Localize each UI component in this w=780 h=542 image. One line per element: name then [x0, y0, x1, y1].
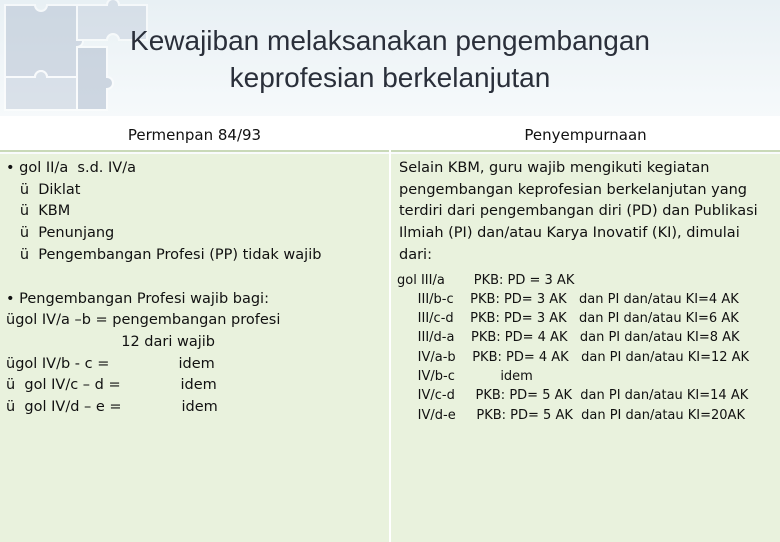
page-title [0, 22, 780, 96]
left-line: ü gol IV/c – d = idem [6, 377, 217, 394]
left-line: ügol IV/b - c = idem [6, 355, 215, 372]
title-line-1: Kewajiban melaksanakan pengembangan [130, 25, 650, 56]
right-cell [391, 154, 780, 542]
right-row: IV/a-b PKB: PD= 4 AK dan PI dan/atau KI=12 AK [397, 349, 750, 365]
right-row: III/b-c PKB: PD= 3 AK dan PI dan/atau KI=4 AK [397, 291, 739, 307]
comparison-table [0, 116, 780, 542]
right-row: III/c-d PKB: PD= 3 AK dan PI dan/atau KI=6 AK [397, 311, 739, 327]
spacer [6, 267, 383, 289]
right-row: III/d-a PKB: PD= 4 AK dan PI dan/atau KI=8 AK [397, 330, 740, 346]
left-line: ü Penunjang [6, 225, 115, 242]
left-line: • gol II/a s.d. IV/a [6, 160, 136, 176]
left-line: ü gol IV/d – e = idem [6, 399, 218, 416]
left-cell [0, 154, 389, 542]
left-line: ü Pengembangan Profesi (PP) tidak wajib [6, 246, 322, 263]
right-row: IV/c-d PKB: PD= 5 AK dan PI dan/atau KI=14 AK [397, 388, 749, 404]
right-row: IV/d-e PKB: PD= 5 AK dan PI dan/atau KI=20AK [397, 407, 745, 423]
right-row: IV/b-c idem [397, 369, 533, 384]
left-line: ü Diklat [6, 181, 81, 198]
left-line: ü KBM [6, 203, 71, 220]
left-line: • Pengembangan Profesi wajib bagi: [6, 290, 269, 307]
header-permenpan: Permenpan 84/93 [0, 118, 389, 152]
title-line-2: keprofesian berkelanjutan [229, 62, 551, 93]
left-line: ügol IV/a –b = pengembangan profesi [6, 312, 281, 329]
right-row: gol III/a PKB: PD = 3 AK [397, 272, 575, 288]
left-line: 12 dari wajib [6, 333, 215, 350]
header-penyempurnaan: Penyempurnaan [391, 118, 780, 152]
right-intro-paragraph: Selain KBM, guru wajib mengikuti kegiatan pengembangan keprofesian berkelanjutan yang terdiri dari pengembangan diri (PD) dan Publikasi Ilmiah (PI) dan/atau Karya Inovatif (KI), dimulai dari: [399, 160, 758, 263]
